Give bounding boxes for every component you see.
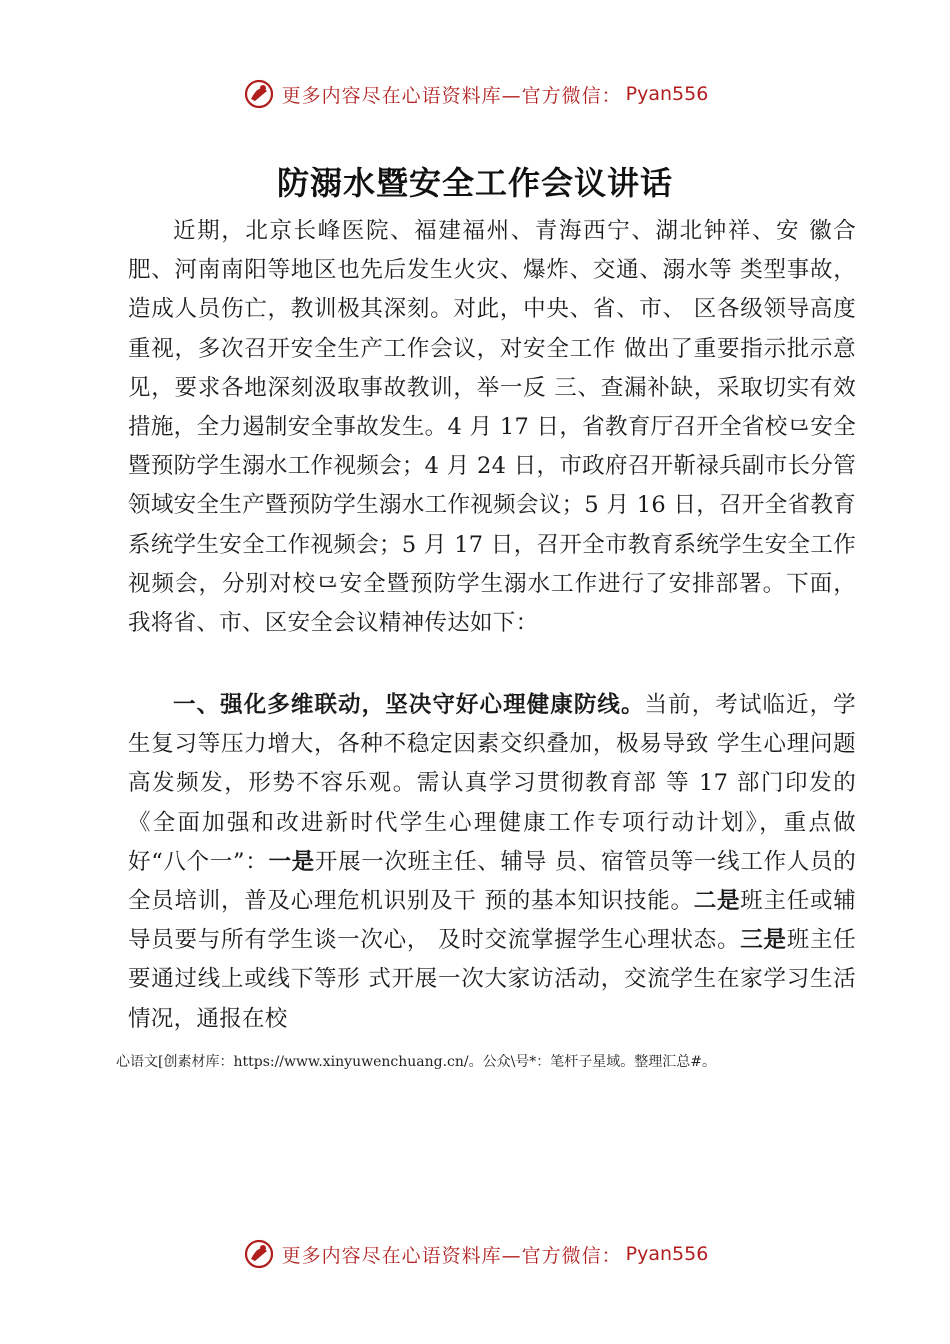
item-1-label: 一是	[268, 848, 315, 875]
section-1-heading: 一、强化多维联动，坚决守好心理健康防线。	[173, 692, 645, 718]
footer-banner	[0, 1234, 950, 1274]
item-3-label: 三是	[740, 927, 787, 954]
header-wechat-id: Pyan556	[625, 83, 709, 105]
item-1-text: 开展一次班主任、辅导 员、宿管员等一线工作人员的全员培训，普及心理危机识别及干 预的基本知识技能。	[128, 848, 856, 915]
source-footnote: 心语文[创素材库：https://www.xinyuwenchuang.cn/。公众\号*：笔杆子星域。整理汇总#。	[116, 1054, 717, 1070]
section-1-text: 当前，考试临近，学生复习等压力增大，各种不稳定因素交织叠加，极易导致 学生心理问题高发频发，形势不容乐观。需认真学习贯彻教育部 等 17 部门印发的《全面加强和改进新时代学生心理健康工作专项行动计划》，重点做好“八个一”：	[128, 692, 856, 875]
header-banner	[0, 74, 950, 114]
footer-banner-text: 更多内容尽在心语资料库—官方微信：	[281, 1244, 622, 1267]
paragraph-section-1	[128, 686, 856, 1039]
item-2-text: 班主任或辅导员要与所有学生谈一次心， 及时交流掌握学生心理状态。	[128, 888, 856, 954]
logo-icon	[242, 1237, 276, 1271]
page-title: 防溺水暨安全工作会议讲话	[276, 164, 673, 202]
item-2-label: 二是	[693, 888, 741, 915]
item-3-text: 班主任要通过线上或线下等形 式开展一次大家访活动，交流学生在家学习生活情况，通报在校	[128, 927, 856, 1032]
paragraph-intro: 近期，北京长峰医院、福建福州、青海西宁、湖北钟祥、安 徽合肥、河南南阳等地区也先后发生火灾、爆炸、交通、溺水等 类型事故，造成人员伤亡，教训极其深刻。对此，中央、省、市、 区各级领导高度重视，多次召开安全生产工作会议，对安全工作 做出了重要指示批示意见，要求各地深刻汲取事故教训，举一反 三、查漏补缺，采取切实有效措施，全力遏制安全事故发生。4 月 17 日，省教育厅召开全省校⺋安全暨预防学生溺水工作视频会；4 月 24 日，市政府召开靳禄兵副市长分管领域安全生产暨预防学生溺水工作视频会议；5 月 16 日，召开全省教育系统学生安全工作视频会；5 月 17 日，召开全市教育系统学生安全工作视频会，分别对校⺋安全暨预防学生溺水工作进行了安排部署。下面，我将省、市、区安全会议精神传达如下：	[128, 218, 856, 637]
header-banner-text: 更多内容尽在心语资料库—官方微信：	[281, 84, 622, 107]
logo-icon	[242, 77, 276, 111]
footer-wechat-id: Pyan556	[625, 1243, 709, 1265]
